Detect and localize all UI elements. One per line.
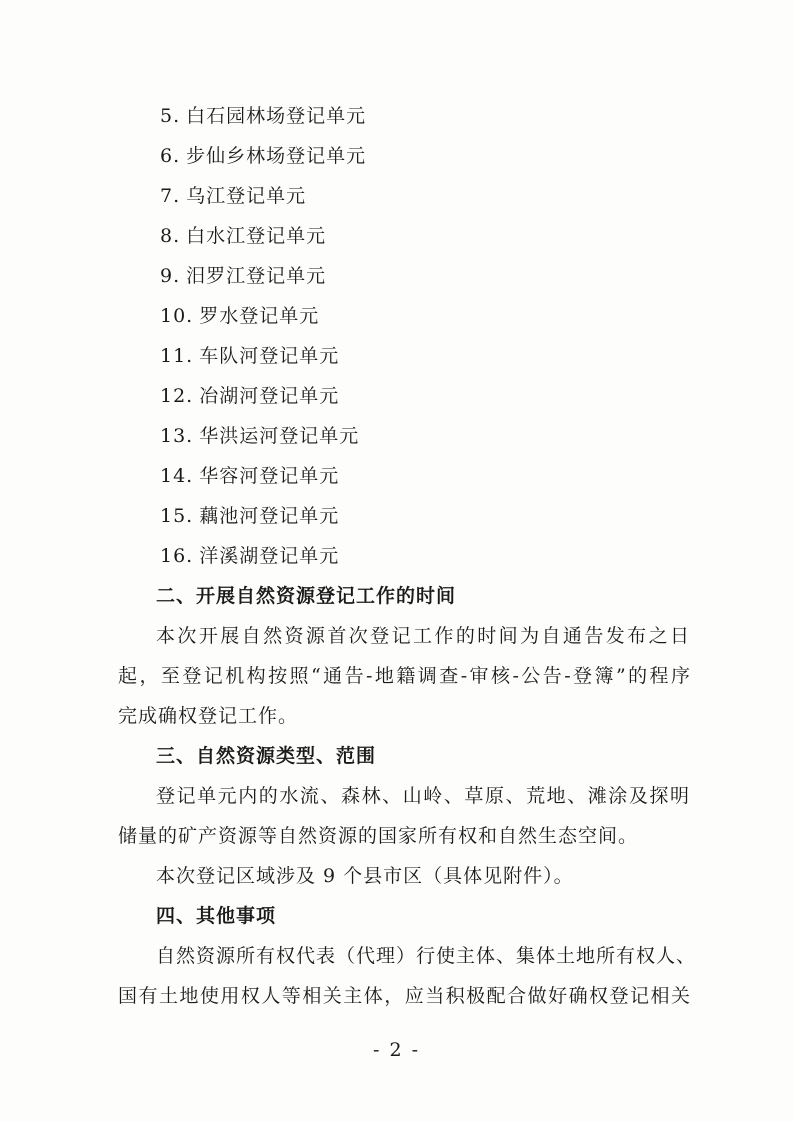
list-item	[160, 304, 319, 328]
list-item-number: 7.	[160, 185, 181, 207]
list-item	[160, 144, 366, 168]
list-item	[160, 184, 306, 208]
list-item-text: 华容河登记单元	[199, 465, 340, 487]
list-item-text: 藕池河登记单元	[199, 505, 340, 527]
paragraph-line: 自然资源所有权代表（代理）行使主体、集体土地所有权人、	[156, 945, 697, 967]
list-item-number: 8.	[160, 225, 181, 247]
list-item-text: 汨罗江登记单元	[186, 265, 327, 287]
list-item-text: 白石园林场登记单元	[186, 105, 367, 127]
list-item-text: 乌江登记单元	[186, 185, 307, 207]
list-item	[160, 104, 366, 128]
section-heading-other: 四、其他事项	[156, 905, 277, 927]
list-item-text: 白水江登记单元	[186, 225, 327, 247]
list-item-number: 6.	[160, 145, 181, 167]
list-item	[160, 344, 339, 368]
list-item-number: 13.	[160, 425, 194, 447]
list-item-number: 10.	[160, 305, 194, 327]
list-item-number: 15.	[160, 505, 194, 527]
list-item	[160, 464, 339, 488]
paragraph-line: 储量的矿产资源等自然资源的国家所有权和自然生态空间。	[118, 825, 639, 847]
paragraph-line: 本次登记区域涉及 9 个县市区（具体见附件）。	[156, 865, 574, 887]
paragraph-line: 完成确权登记工作。	[118, 705, 299, 727]
list-item	[160, 224, 326, 248]
section-heading-types: 三、自然资源类型、范围	[156, 745, 377, 767]
list-item-text: 华洪运河登记单元	[199, 425, 360, 447]
paragraph-line: 国有土地使用权人等相关主体，应当积极配合做好确权登记相关	[118, 985, 690, 1007]
list-item-number: 14.	[160, 465, 194, 487]
list-item-text: 冶湖河登记单元	[199, 385, 340, 407]
page-number: - 2 -	[372, 1039, 420, 1061]
list-item-number: 16.	[160, 545, 194, 567]
list-item	[160, 384, 339, 408]
list-item	[160, 544, 339, 568]
paragraph-line: 登记单元内的水流、森林、山岭、草原、荒地、滩涂及探明	[156, 785, 690, 807]
list-item	[160, 424, 359, 448]
list-item	[160, 264, 326, 288]
list-item-number: 9.	[160, 265, 181, 287]
list-item-text: 罗水登记单元	[199, 305, 320, 327]
list-item-number: 5.	[160, 105, 181, 127]
list-item-number: 12.	[160, 385, 194, 407]
list-item-text: 车队河登记单元	[199, 345, 340, 367]
paragraph-line: 起，至登记机构按照“通告-地籍调查-审核-公告-登簿”的程序	[118, 665, 690, 687]
paragraph-line: 本次开展自然资源首次登记工作的时间为自通告发布之日	[156, 625, 690, 647]
list-item-text: 步仙乡林场登记单元	[186, 145, 367, 167]
list-item-number: 11.	[160, 345, 194, 367]
section-heading-time: 二、开展自然资源登记工作的时间	[156, 585, 457, 607]
list-item-text: 洋溪湖登记单元	[199, 545, 340, 567]
list-item	[160, 504, 339, 528]
